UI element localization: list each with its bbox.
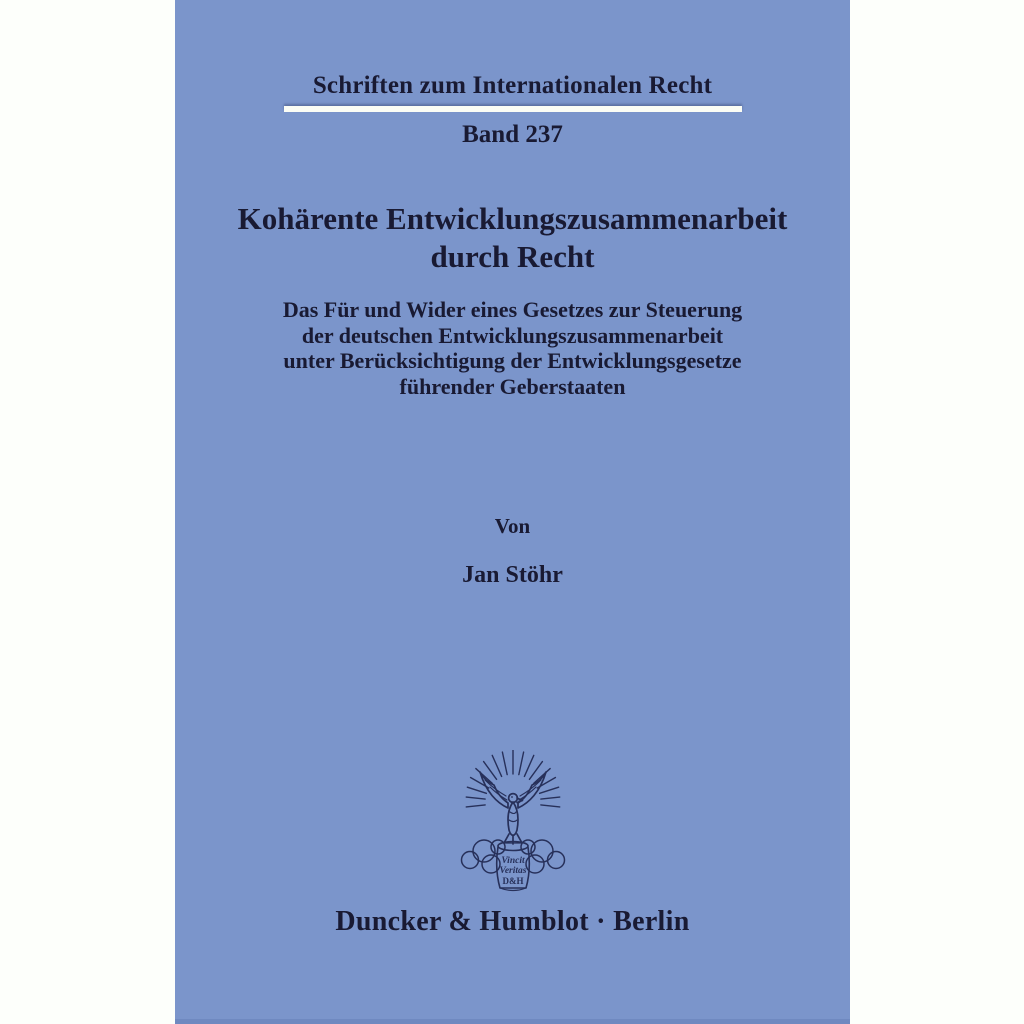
book-title-line-2: durch Recht (430, 238, 595, 274)
byline-von-label: Von (494, 514, 531, 538)
subtitle-line-3: unter Berücksichtigung der Entwicklungsgesetze (283, 348, 742, 374)
publisher-emblem (440, 750, 586, 900)
phoenix-emblem-icon (440, 750, 586, 900)
emblem-initials: D&H (502, 876, 523, 886)
motto-line-2: Veritas (499, 866, 526, 876)
publisher-imprint: Duncker & Humblot · Berlin (335, 906, 690, 937)
series-divider-rule (284, 106, 742, 112)
cover-panel (175, 0, 850, 1024)
book-title (175, 200, 850, 276)
phoenix-bird-icon (480, 772, 546, 844)
series-band-number: Band 237 (462, 121, 563, 148)
motto-text (499, 856, 526, 886)
subtitle-line-4: führender Geberstaaten (399, 374, 626, 400)
author-name: Jan Stöhr (462, 562, 563, 588)
subtitle-line-2: der deutschen Entwicklungszusammenarbeit (301, 322, 724, 348)
series-title: Schriften zum Internationalen Recht (312, 72, 713, 99)
motto-line-1: Vincit (500, 856, 525, 866)
book-subtitle (175, 297, 850, 400)
subtitle-line-1: Das Für und Wider eines Gesetzes zur Steuerung (282, 297, 743, 322)
book-title-line-1: Kohärente Entwicklungszusammenarbeit (237, 201, 788, 236)
emblem-rays (466, 750, 559, 807)
